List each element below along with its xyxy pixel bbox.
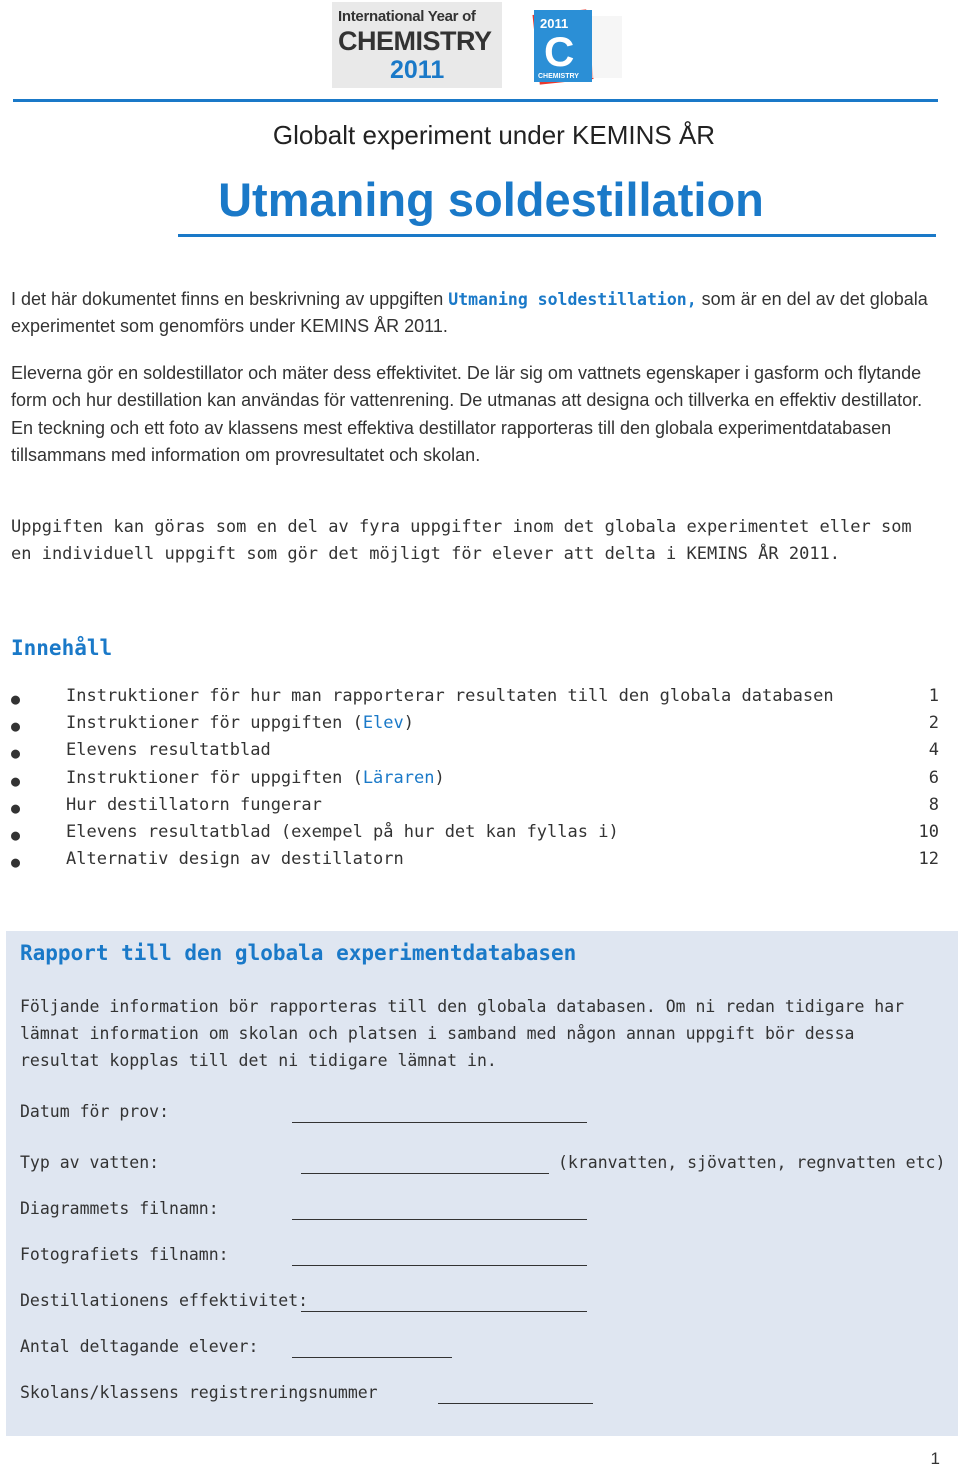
report-title: Rapport till den globala experimentdatabasen [20, 941, 577, 965]
bullet-icon: ● [11, 744, 21, 763]
page-ref: 2 [928, 713, 939, 734]
page-ref: 8 [928, 794, 939, 815]
page-ref: 4 [928, 740, 939, 761]
list-item[interactable]: ● Elevens resultatblad (exempel på hur det kan fyllas i) 10 [11, 821, 939, 844]
list-item[interactable]: ● Instruktioner för uppgiften (Läraren) 6 [11, 767, 939, 790]
logo-line-3: 2011 [390, 56, 445, 84]
report-text: Följande information bör rapporteras till den globala databasen. Om ni redan tidigare har lämnat information om skolan och platsen i samband med någon annan uppgift bör dessa resultat kopplas till det ni tidigare lämnat in. [20, 997, 905, 1071]
page-ref: 12 [918, 849, 939, 870]
field-label: Diagrammets filnamn: [20, 1199, 219, 1218]
blank-line[interactable] [301, 1153, 549, 1174]
field-diagram-filename [20, 1199, 950, 1223]
field-photo-filename [20, 1245, 950, 1269]
logo-badge-word: CHEMISTRY [538, 73, 579, 80]
intro-paragraph-3: Uppgiften kan göras som en del av fyra uppgifter inom det globala experimentet eller som en individuell uppgift som gör det möjligt för elever att delta i KEMINS ÅR 2011. [11, 517, 912, 565]
field-distillation-efficiency [20, 1291, 950, 1315]
document-title: Utmaning soldestillation [218, 173, 764, 226]
list-item[interactable]: ● Alternativ design av destillatorn 12 [11, 849, 939, 872]
task-name-link: Utmaning soldestillation, [448, 290, 697, 309]
field-water-type [20, 1153, 950, 1177]
contents-heading: Innehåll [11, 636, 113, 660]
field-test-date [20, 1102, 950, 1126]
document-subtitle: Globalt experiment under KEMINS ÅR [272, 120, 716, 150]
field-label: Destillationens effektivitet: [20, 1291, 309, 1310]
list-item[interactable]: ● Hur destillatorn fungerar 8 [11, 794, 939, 817]
intro-paragraph-2: Eleverna gör en soldestillator och mäter dess effektivitet. De lär sig om vattnets egenskaper i gasform och flytande form och hur destillation kan användas för vattenrening. De utmanas att designa och tillverka en effektiv destillator. En teckning och ett foto av klassens mest effektiva destillator rapporteras till den globala experimentdatabasen tillsammans med information om provresultatet och skolan. [11, 363, 923, 466]
field-label: Skolans/klassens registreringsnummer [20, 1383, 378, 1402]
bullet-icon: ● [11, 853, 21, 872]
list-item[interactable]: ● Instruktioner för hur man rapporterar resultaten till den globala databasen 1 [11, 686, 939, 708]
field-label: Typ av vatten: [20, 1153, 160, 1172]
bullet-icon: ● [11, 825, 21, 844]
intro-paragraph-1: I det här dokumentet finns en beskrivning av uppgiften Utmaning soldestillation, som är en del av det globala experimentet som genomförs under KEMINS ÅR 2011. [11, 289, 928, 337]
bullet-icon: ● [11, 771, 21, 790]
field-label: Datum för prov: [20, 1102, 170, 1121]
page-ref: 6 [928, 767, 939, 788]
top-rule [13, 99, 938, 102]
list-item[interactable]: ● Elevens resultatblad 4 [11, 740, 939, 763]
blank-line[interactable] [292, 1102, 587, 1123]
bullet-icon: ● [11, 798, 21, 817]
logo-line-1: International Year of [338, 8, 476, 25]
bullet-icon: ● [11, 690, 21, 708]
field-label: Fotografiets filnamn: [20, 1245, 229, 1264]
blank-line[interactable] [301, 1291, 587, 1312]
logo-line-2: CHEMISTRY [338, 26, 492, 56]
page-ref: 1 [928, 686, 939, 706]
logo-badge-year: 2011 [540, 16, 569, 31]
chemistry-c-logo [526, 8, 638, 86]
blank-line[interactable] [292, 1245, 587, 1266]
page-number: 1 [930, 1449, 940, 1468]
logo-badge-letter: C [544, 28, 575, 75]
contents-list [0, 686, 960, 876]
title-rule [178, 234, 936, 237]
blank-line[interactable] [292, 1199, 587, 1220]
field-hint: (kranvatten, sjövatten, regnvatten etc) [558, 1153, 946, 1172]
iyc-logo [332, 2, 502, 88]
list-item[interactable]: ● Instruktioner för uppgiften (Elev) 2 [11, 713, 939, 736]
field-student-count [20, 1337, 950, 1361]
blank-line[interactable] [292, 1337, 452, 1358]
field-label: Antal deltagande elever: [20, 1337, 259, 1356]
page-ref: 10 [918, 821, 939, 842]
blank-line[interactable] [438, 1383, 593, 1404]
bullet-icon: ● [11, 717, 21, 736]
field-registration-number [20, 1383, 950, 1407]
